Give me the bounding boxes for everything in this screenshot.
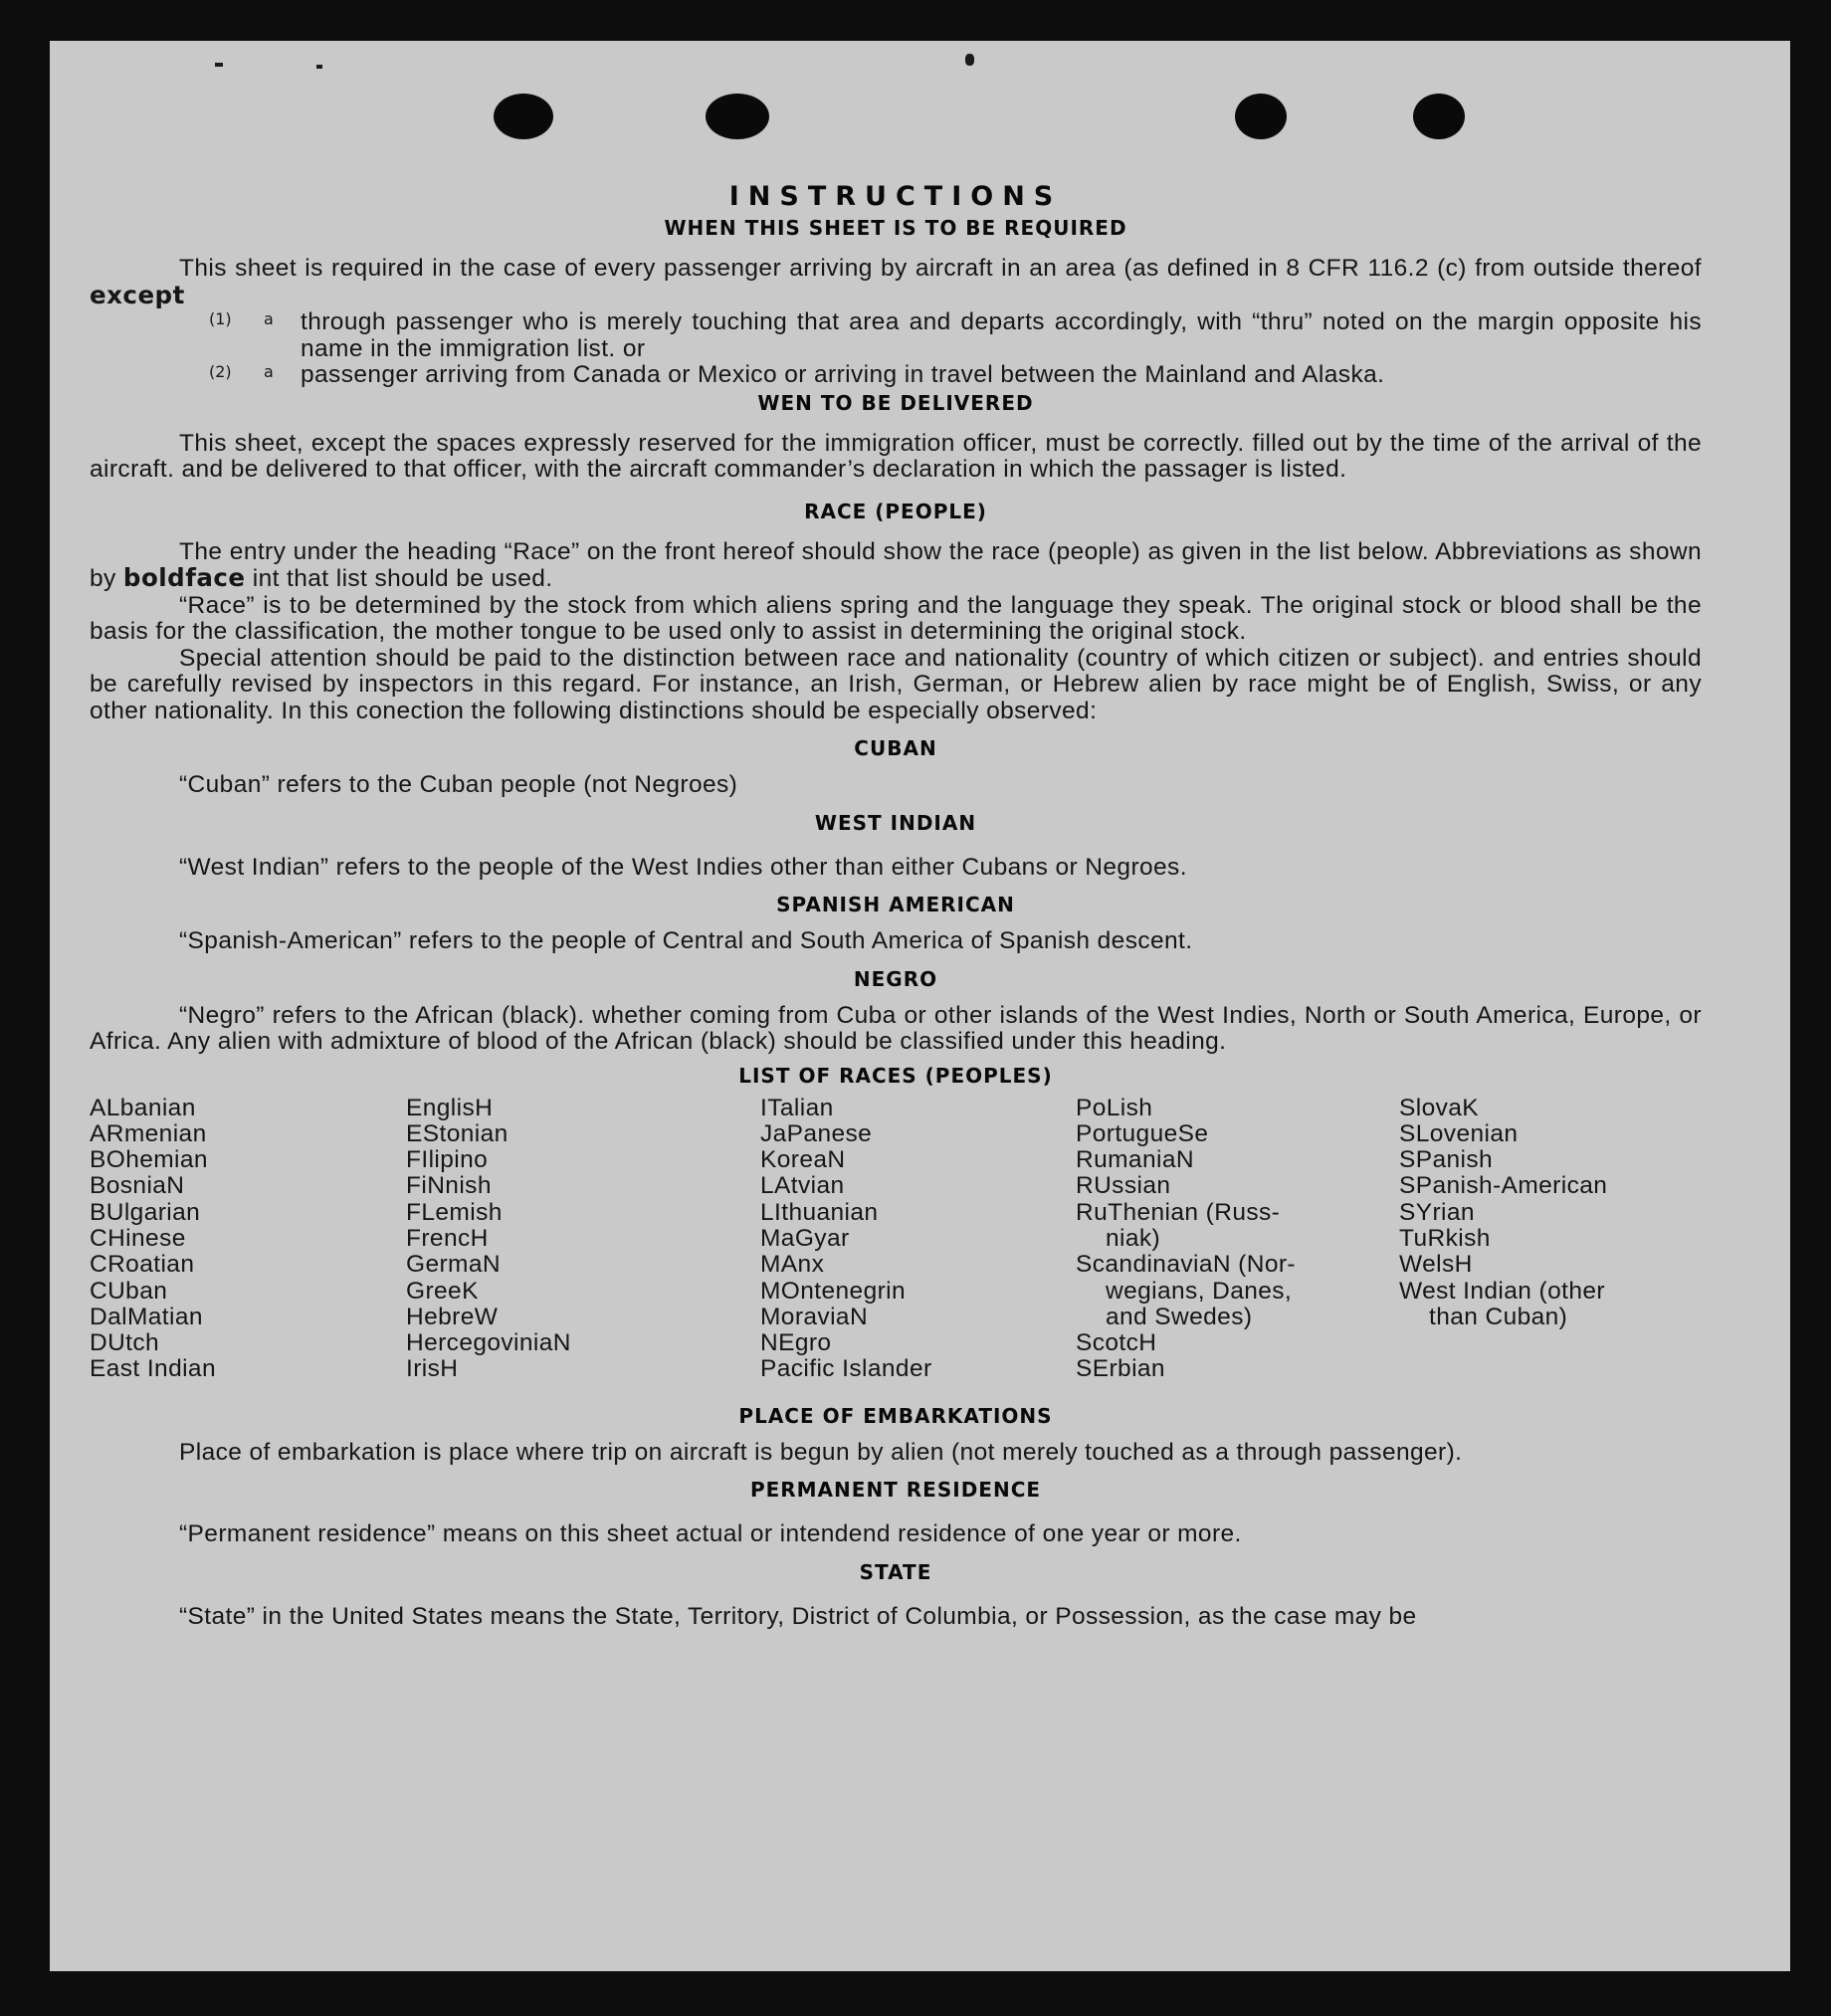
race-entry: ALbanian xyxy=(90,1094,196,1121)
race-entry: BosniaN xyxy=(90,1172,185,1200)
race-entry: GreeK xyxy=(406,1277,479,1305)
race-entry: BUlgarian xyxy=(90,1198,201,1226)
race-entry: DUtch xyxy=(90,1329,160,1357)
race-entry: FIlipino xyxy=(406,1146,489,1174)
race-entry: LAtvian xyxy=(760,1172,845,1200)
section-heading-state: STATE xyxy=(859,1559,932,1584)
race-entry: SErbian xyxy=(1076,1355,1165,1383)
race-entry: ITalian xyxy=(760,1094,834,1121)
punch-hole xyxy=(494,94,553,139)
punch-hole xyxy=(1413,94,1465,139)
race-entry: JaPanese xyxy=(760,1119,873,1147)
section-heading-spanish-american: SPANISH AMERICAN xyxy=(776,893,1015,916)
race-entry: TuRkish xyxy=(1399,1224,1491,1252)
section-heading-embarkation: PLACE OF EMBARKATIONS xyxy=(738,1403,1053,1428)
race-entry: EnglisH xyxy=(406,1094,494,1121)
spanish-american-text: “Spanish-American” refers to the people of Central and South America of Spanish descent. xyxy=(179,927,1193,954)
race-entry: SYrian xyxy=(1399,1198,1475,1226)
race-entry: PortugueSe xyxy=(1076,1119,1209,1147)
race-entry: IrisH xyxy=(406,1355,459,1383)
race-entry: SlovaK xyxy=(1399,1094,1480,1121)
race-entry: than Cuban) xyxy=(1429,1303,1568,1330)
race-entry: KoreaN xyxy=(760,1146,846,1174)
race-paragraph-2: “Race” is to be determined by the stock from which aliens spring and the language they speak. The original stock or blood shall be the basis for the classification, the mother tongue to be used only to assist in determining the original stock. xyxy=(90,591,1702,645)
race-entry: MoraviaN xyxy=(760,1303,869,1330)
race-entry: WelsH xyxy=(1399,1251,1473,1279)
race-entry: SLovenian xyxy=(1399,1119,1519,1147)
punch-hole xyxy=(706,94,769,139)
section-heading-race: RACE (PEOPLE) xyxy=(804,499,987,523)
race-entry: East Indian xyxy=(90,1355,216,1383)
race-paragraph-3: Special attention should be paid to the distinction between race and nationality (country of which citizen or subject). and entries should be carefully revised by inspectors in this regard. For instance, an Irish, German, or Hebrew alien by race might be of English, Swiss, or any other nationality. In this conection the following distinctions should be especially observed: xyxy=(90,644,1702,724)
section-heading-list: LIST OF RACES (PEOPLES) xyxy=(738,1063,1053,1088)
race-entry: MaGyar xyxy=(760,1224,850,1252)
residence-text: “Permanent residence” means on this sheet actual or intendend residence of one year or more. xyxy=(179,1520,1242,1547)
speck xyxy=(316,65,322,69)
race-entry: NEgro xyxy=(760,1329,832,1357)
race-entry: SPanish-American xyxy=(1399,1172,1608,1200)
race-entry: CHinese xyxy=(90,1224,186,1252)
race-entry: EStonian xyxy=(406,1119,509,1147)
race-entry: DalMatian xyxy=(90,1303,203,1330)
instructions-body xyxy=(90,180,1702,1630)
race-column-4 xyxy=(1076,1096,1296,1383)
race-entry: CRoatian xyxy=(90,1251,195,1279)
delivered-text: This sheet, except the spaces expressly reserved for the immigration officer, must be correctly. filled out by the time of the arrival of the aircraft. and be delivered to that officer, with the aircraft commander’s declaration in which the passager is listed. xyxy=(90,429,1702,483)
race-entry: and Swedes) xyxy=(1106,1303,1253,1330)
race-entry: LIthuanian xyxy=(760,1198,879,1226)
race-entry: FiNnish xyxy=(406,1172,492,1200)
negro-text: “Negro” refers to the African (black). whether coming from Cuba or other islands of the West Indies, North or South America, Europe, or Africa. Any alien with admixture of blood of the African (black) should be classified under this heading. xyxy=(90,1001,1702,1055)
race-entry: Pacific Islander xyxy=(760,1355,932,1383)
race-entry: CUban xyxy=(90,1277,168,1305)
punch-hole xyxy=(1235,94,1287,139)
race-entry: SPanish xyxy=(1399,1146,1494,1174)
section-heading-delivered: WEN TO BE DELIVERED xyxy=(757,390,1034,415)
race-entry: FrencH xyxy=(406,1224,489,1252)
race-column-5 xyxy=(1399,1096,1607,1331)
race-entry: ARmenian xyxy=(90,1119,207,1147)
race-entry: niak) xyxy=(1106,1224,1161,1252)
race-column-2 xyxy=(406,1096,571,1383)
race-entry: RumaniaN xyxy=(1076,1146,1194,1174)
race-entry: wegians, Danes, xyxy=(1106,1277,1293,1305)
race-paragraph-1: The entry under the heading “Race” on the front hereof should show the race (people) as given in the list below. Abbreviations as shown by boldface int that list should be used. xyxy=(90,537,1702,592)
section-heading-required: WHEN THIS SHEET IS TO BE REQUIRED xyxy=(664,216,1127,240)
race-list xyxy=(90,1096,1702,1402)
speck xyxy=(965,54,974,66)
race-entry: HercegoviniaN xyxy=(406,1329,571,1357)
race-entry: RuThenian (Russ- xyxy=(1076,1198,1281,1226)
race-entry: RUssian xyxy=(1076,1172,1171,1200)
section-heading-negro: NEGRO xyxy=(853,966,938,991)
race-entry: ScotcH xyxy=(1076,1329,1157,1357)
west-indian-text: “West Indian” refers to the people of the West Indies other than either Cubans or Negroes. xyxy=(179,853,1187,881)
exception-item-2: (2) a passenger arriving from Canada or Mexico or arriving in travel between the Mainland and Alaska. xyxy=(209,361,1385,388)
exception-item-1: (1) a through passenger who is merely touching that area and departs accordingly, with “thru” noted on the margin opposite his name in the immigration list. or xyxy=(209,308,1702,362)
speck xyxy=(215,63,223,67)
section-heading-west-indian: WEST INDIAN xyxy=(814,810,977,835)
race-column-1 xyxy=(90,1096,216,1383)
race-entry: FLemish xyxy=(406,1198,503,1226)
race-entry: ScandinaviaN (Nor- xyxy=(1076,1251,1296,1279)
required-intro: This sheet is required in the case of every passenger arriving by aircraft in an area (as defined in 8 CFR 116.2 (c) from outside thereof except xyxy=(90,255,1702,309)
race-entry: West Indian (other xyxy=(1399,1277,1605,1305)
document-page xyxy=(50,41,1790,1971)
page-title: INSTRUCTIONS xyxy=(728,181,1063,212)
section-heading-residence: PERMANENT RESIDENCE xyxy=(749,1478,1042,1502)
embarkation-text: Place of embarkation is place where trip on aircraft is begun by alien (not merely touched as a through passenger). xyxy=(179,1438,1463,1466)
race-entry: MOntenegrin xyxy=(760,1277,907,1305)
section-heading-cuban: CUBAN xyxy=(854,736,937,760)
race-entry: GermaN xyxy=(406,1251,501,1279)
race-column-3 xyxy=(760,1096,932,1383)
race-entry: MAnx xyxy=(760,1251,825,1279)
cuban-text: “Cuban” refers to the Cuban people (not Negroes) xyxy=(179,771,738,798)
race-entry: PoLish xyxy=(1076,1094,1153,1121)
race-entry: HebreW xyxy=(406,1303,499,1330)
state-text: “State” in the United States means the State, Territory, District of Columbia, or Possession, as the case may be xyxy=(179,1602,1417,1630)
race-entry: BOhemian xyxy=(90,1146,208,1174)
